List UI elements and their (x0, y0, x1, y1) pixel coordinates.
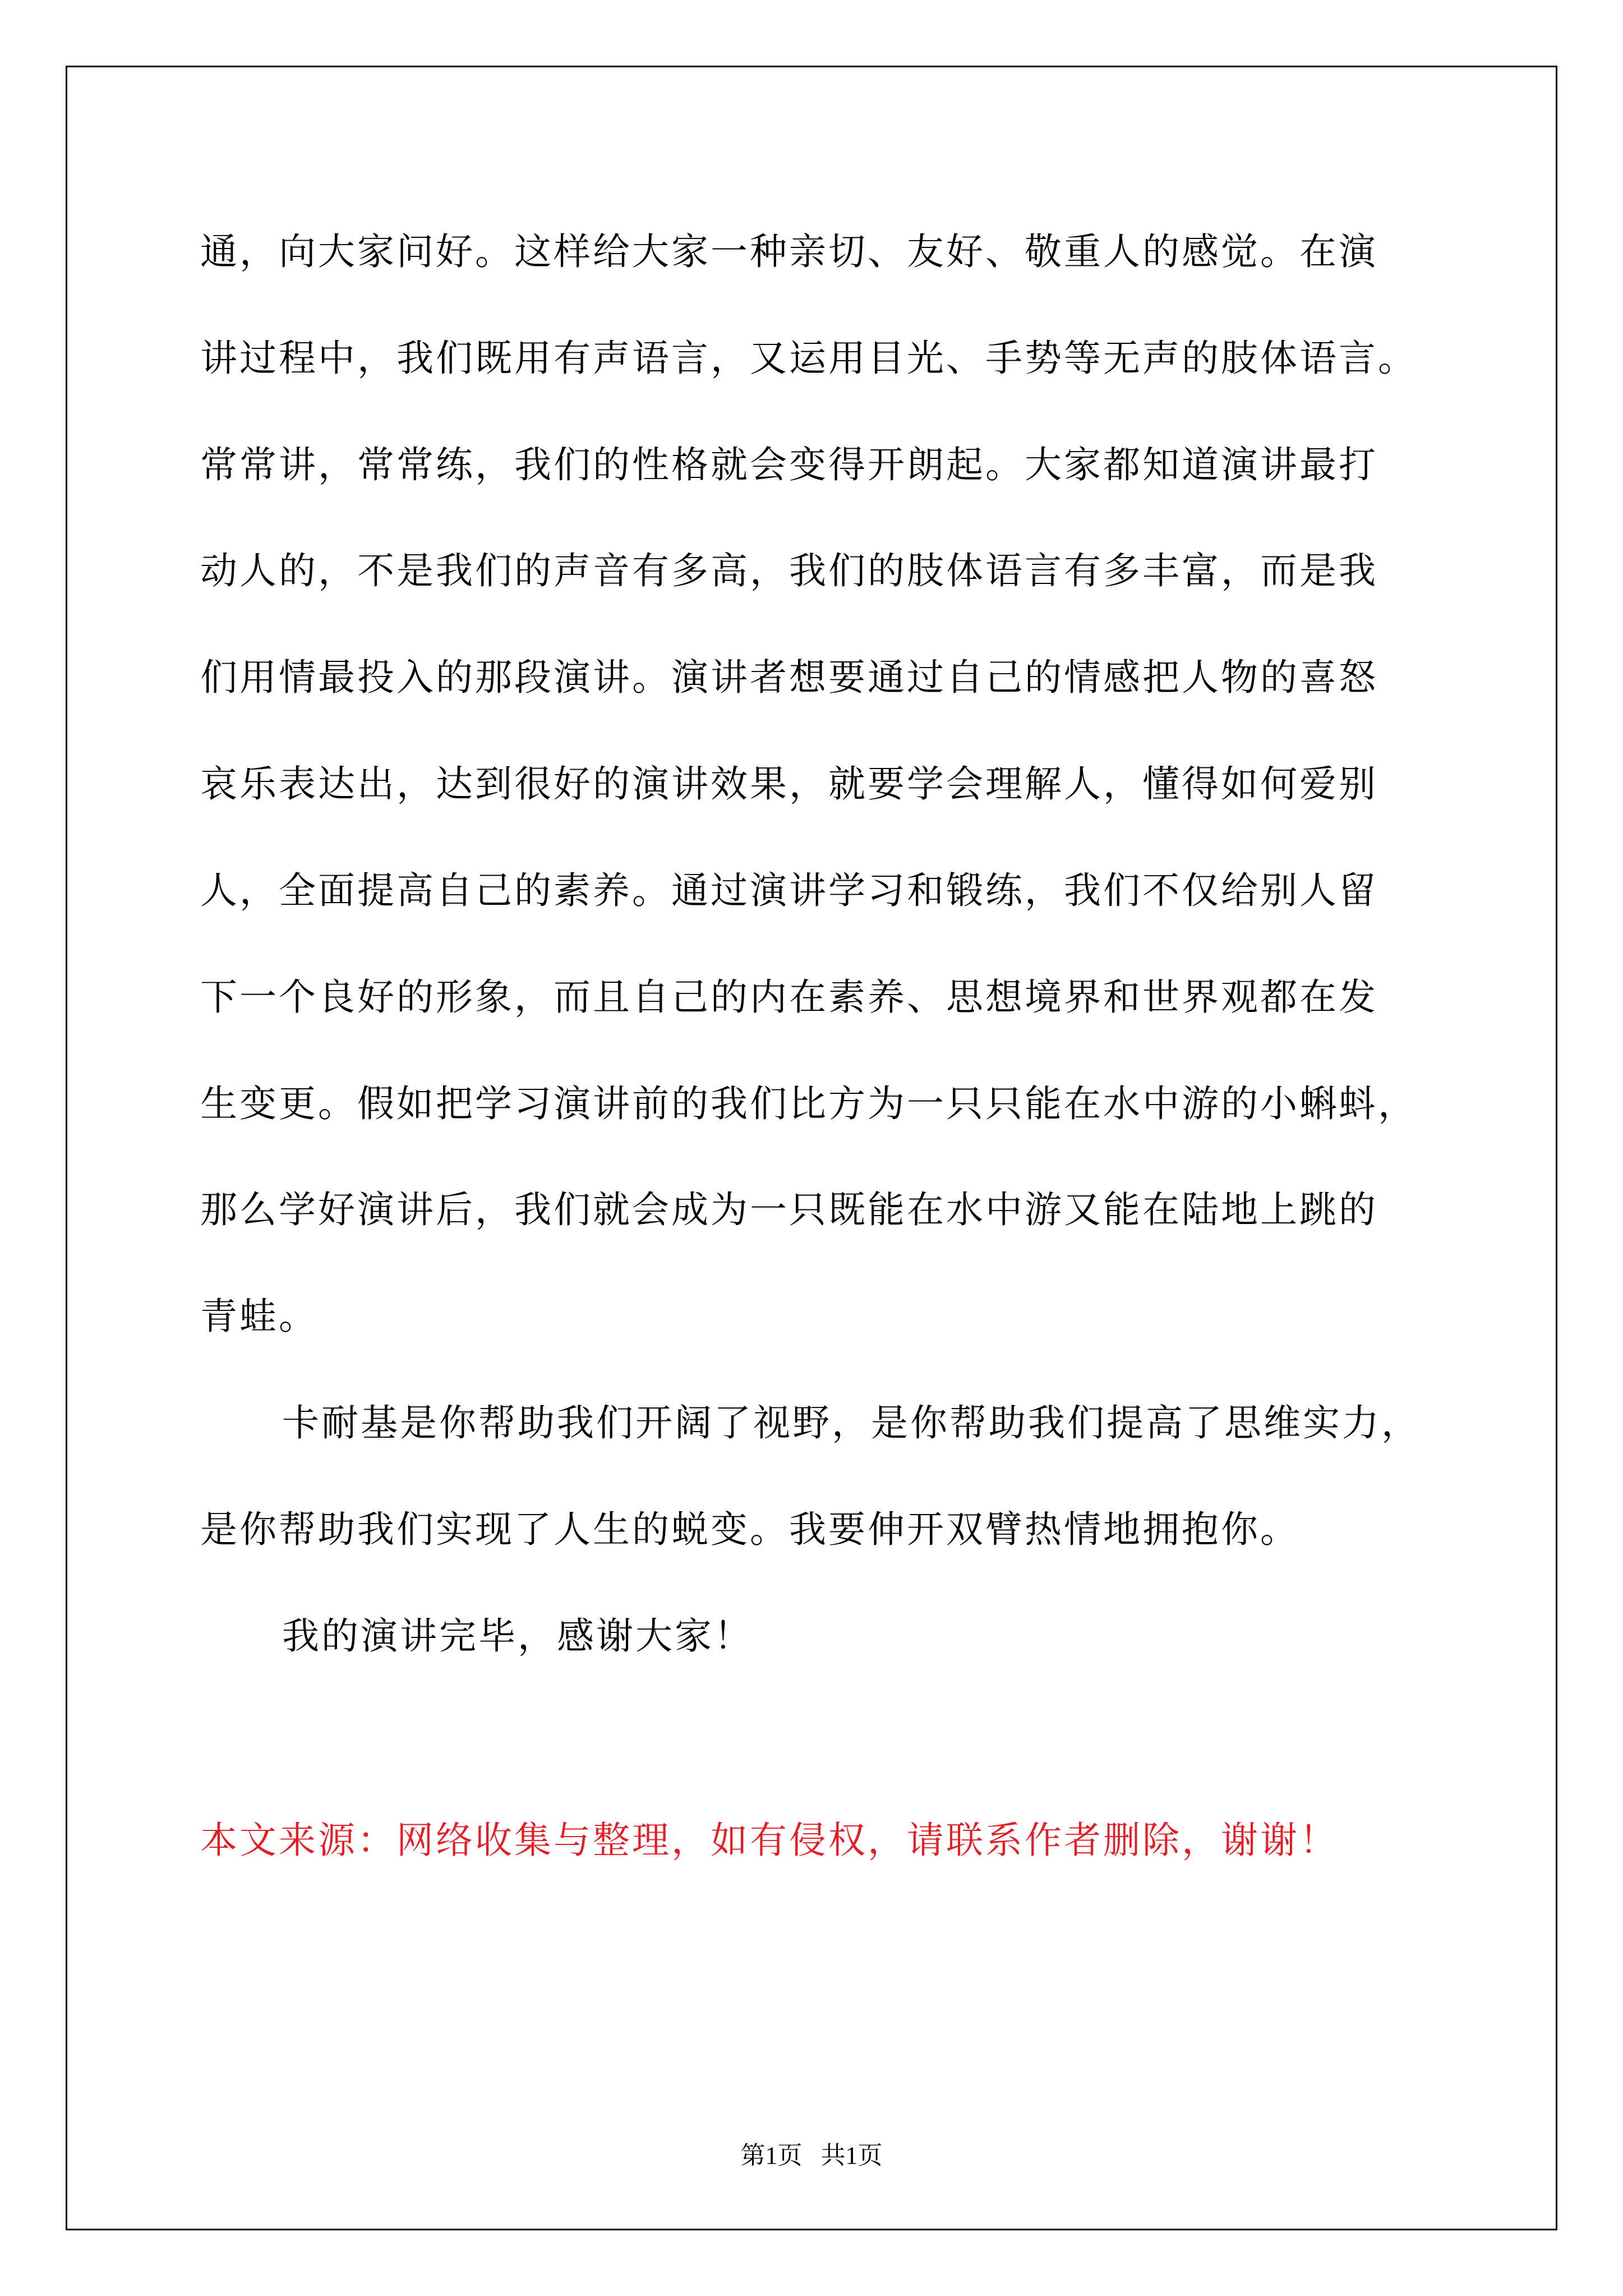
body-line-1: 通，向大家问好。这样给大家一种亲切、友好、敬重人的感觉。在演 (200, 230, 1378, 273)
body-line-6: 哀乐表达出，达到很好的演讲效果，就要学会理解人，懂得如何爱别 (200, 762, 1378, 806)
body-line-5: 们用情最投入的那段演讲。演讲者想要通过自己的情感把人物的喜怒 (200, 656, 1378, 699)
page-border (66, 66, 1557, 2230)
body-line-7: 人，全面提高自己的素养。通过演讲学习和锻练，我们不仅给别人留 (200, 869, 1378, 912)
paragraph-2-line-1: 卡耐基是你帮助我们开阔了视野，是你帮助我们提高了思维实力， (282, 1401, 1421, 1444)
body-line-11: 青蛙。 (200, 1295, 318, 1338)
page-footer: 第1页 共1页 (740, 2142, 883, 2169)
body-line-3: 常常讲，常常练，我们的性格就会变得开朗起。大家都知道演讲最打 (200, 443, 1378, 486)
body-line-4: 动人的，不是我们的声音有多高，我们的肢体语言有多丰富，而是我 (200, 549, 1378, 592)
body-line-9: 生变更。假如把学习演讲前的我们比方为一只只能在水中游的小蝌蚪， (200, 1082, 1417, 1125)
body-line-10: 那么学好演讲后，我们就会成为一只既能在水中游又能在陆地上跳的 (200, 1188, 1378, 1231)
body-line-2: 讲过程中，我们既用有声语言，又运用目光、手势等无声的肢体语言。 (200, 337, 1417, 380)
paragraph-2-line-2: 是你帮助我们实现了人生的蜕变。我要伸开双臂热情地拥抱你。 (200, 1508, 1299, 1551)
body-line-8: 下一个良好的形象，而且自己的内在素养、思想境界和世界观都在发 (200, 976, 1378, 1019)
source-notice: 本文来源：网络收集与整理，如有侵权，请联系作者删除，谢谢！ (200, 1819, 1339, 1862)
closing-line: 我的演讲完毕，感谢大家！ (282, 1614, 753, 1658)
